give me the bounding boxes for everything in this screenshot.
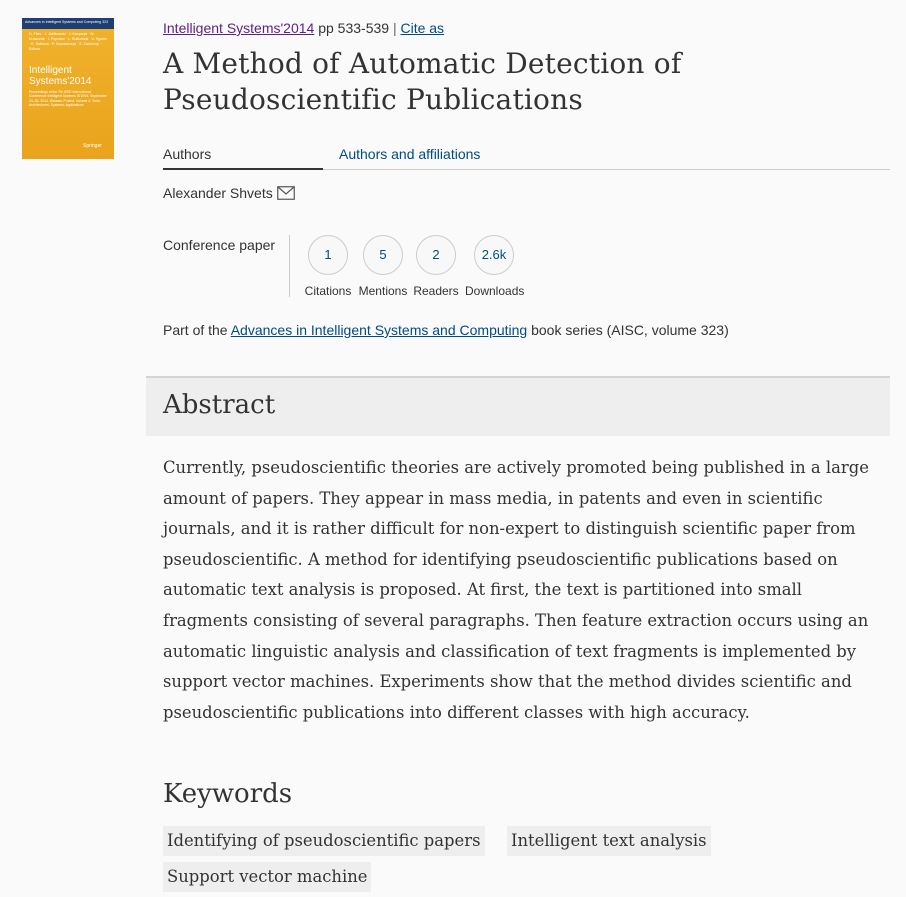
series-link[interactable]: Advances in Intelligent Systems and Computing xyxy=(230,322,528,338)
article-title: A Method of Automatic Detection of Pseudoscientific Publications xyxy=(163,47,682,116)
paper-type: Conference paper xyxy=(163,237,276,253)
author-entry xyxy=(163,185,295,201)
tab-authors[interactable]: Authors xyxy=(163,146,323,170)
series-prefix: Part of the xyxy=(163,322,228,338)
metric-value: 2 xyxy=(416,235,456,275)
book-cover[interactable] xyxy=(22,18,114,159)
metric-downloads[interactable] xyxy=(465,235,523,298)
metric-readers[interactable] xyxy=(407,235,465,298)
author-name: Alexander Shvets xyxy=(163,185,273,201)
keyword-tag[interactable]: Intelligent text analysis xyxy=(507,826,711,856)
cover-publisher: Springer xyxy=(83,143,102,149)
cover-subtitle: Proceedings of the 7th IEEE International Conference Intelligent Systems IS'2014, September 24–26, 2014, Warsaw, Poland, Volume 2: Tools, Architectures, Systems, Applications xyxy=(29,90,107,108)
abstract-section-header xyxy=(146,376,890,436)
metric-citations[interactable] xyxy=(299,235,357,298)
book-series-line xyxy=(163,322,729,338)
bibliographic-line xyxy=(163,20,444,36)
cover-series-text: Advances in Intelligent Systems and Computing 323 xyxy=(25,20,109,24)
metric-label: Readers xyxy=(413,284,459,298)
keywords-heading: Keywords xyxy=(163,779,293,809)
keyword-tag[interactable]: Support vector machine xyxy=(163,862,371,892)
book-link[interactable]: Intelligent Systems'2014 xyxy=(163,20,315,36)
cover-editors: D. Filev · J. Jabłkowski · J. Kacprzyk · M. Krawczak · I. Popchev · L. Rutkowski · V. Sgurev · E. Sotirova · P. Szynkarczyk · S. Zadrozny Editors xyxy=(29,32,107,51)
meta-separator: | xyxy=(392,20,397,36)
cover-title: Intelligent Systems'2014 xyxy=(29,65,92,87)
metric-value: 1 xyxy=(308,235,348,275)
series-suffix: book series (AISC, volume 323) xyxy=(531,322,729,338)
metric-label: Mentions xyxy=(358,284,408,298)
metric-label: Downloads xyxy=(465,284,525,298)
metric-value: 5 xyxy=(363,235,403,275)
cite-as-link[interactable]: Cite as xyxy=(400,20,445,36)
author-tabs xyxy=(163,143,890,170)
metric-mentions[interactable] xyxy=(354,235,412,298)
tab-authors-and-affiliations[interactable]: Authors and affiliations xyxy=(339,146,481,162)
metric-value: 2.6k xyxy=(474,235,514,275)
keyword-tag[interactable]: Identifying of pseudoscientific papers xyxy=(163,826,485,856)
envelope-icon[interactable] xyxy=(277,186,295,200)
page-range: pp 533-539 xyxy=(318,20,390,36)
abstract-text: Currently, pseudoscientific theories are actively promoted being published in a large amount of papers. They appear in mass media, in patents and even in scientific journals, and it is rather difficult for non-expert to distinguish scientific paper from pseudoscientific. A method for identifying pseudoscientific publications based on automatic text analysis is proposed. At first, the text is partitioned into small fragments consisting of several paragraphs. Then feature extraction occurs using an automatic linguistic analysis and classification of text fragments is implemented by support vector machines. Experiments show that the method divides scientific and pseudoscientific publications into different classes with high accuracy. xyxy=(163,458,869,722)
abstract-heading: Abstract xyxy=(163,390,276,420)
metrics-divider xyxy=(289,235,290,297)
metric-label: Citations xyxy=(304,284,352,298)
